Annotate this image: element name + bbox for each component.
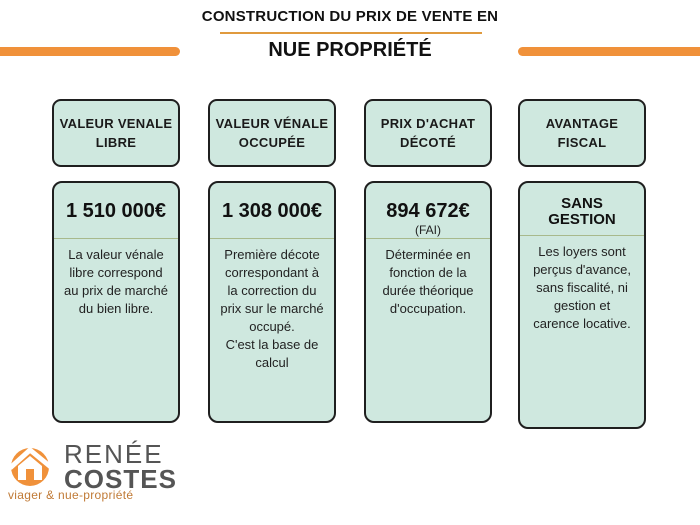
- heading-line: PRIX D'ACHAT: [380, 116, 476, 131]
- desc-line: la correction du: [227, 283, 317, 298]
- title-line: GESTION: [548, 211, 616, 228]
- brand-logo: [6, 440, 206, 508]
- card-divider: [54, 238, 178, 239]
- logo-tagline: viager & nue-propriété: [8, 488, 134, 502]
- card-divider: [210, 238, 334, 239]
- page-title-line1: CONSTRUCTION DU PRIX DE VENTE EN: [201, 8, 499, 25]
- desc-line: La valeur vénale: [68, 247, 164, 262]
- desc-line: Les loyers sont: [538, 244, 626, 259]
- heading-line: FISCAL: [557, 135, 607, 150]
- desc-line: du bien libre.: [78, 301, 154, 316]
- card-description: [366, 246, 490, 318]
- title-underline: [220, 32, 482, 34]
- page-title-line2: NUE PROPRIÉTÉ: [268, 39, 432, 61]
- desc-line: carence locative.: [533, 316, 631, 331]
- heading-valeur-venale-libre: [52, 99, 180, 167]
- card-valeur-venale-occupee: [208, 181, 336, 423]
- heading-valeur-venale-occupee: [208, 99, 336, 167]
- orange-bar-right: [518, 47, 700, 56]
- desc-line: d'occupation.: [389, 301, 467, 316]
- heading-line: OCCUPÉE: [238, 135, 306, 150]
- desc-line: correspondant à: [225, 265, 319, 280]
- card-divider: [366, 238, 490, 239]
- card-description: [210, 246, 334, 372]
- desc-line: Première décote: [224, 247, 320, 262]
- amount-value: 1 510 000€: [65, 200, 167, 222]
- heading-line: VALEUR VENALE: [59, 116, 173, 131]
- desc-line: sans fiscalité, ni: [536, 280, 628, 295]
- desc-line: C'est la base de: [225, 337, 319, 352]
- desc-line: libre correspond: [69, 265, 163, 280]
- desc-line: prix sur le marché: [220, 301, 324, 316]
- desc-line: calcul: [255, 355, 289, 370]
- desc-line: durée théorique: [382, 283, 474, 298]
- card-avantage-fiscal: [518, 181, 646, 429]
- desc-line: occupé.: [249, 319, 295, 334]
- card-description: [520, 243, 644, 333]
- card-valeur-venale-libre: [52, 181, 180, 423]
- title-line: SANS: [561, 195, 603, 212]
- card-description: [54, 246, 178, 318]
- heading-line: DÉCOTÉ: [400, 135, 456, 150]
- logo-text-line2: COSTES: [64, 464, 177, 494]
- desc-line: fonction de la: [389, 265, 467, 280]
- card-prix-achat-decote: [364, 181, 492, 423]
- amount-value: 894 672€: [386, 200, 470, 222]
- desc-line: gestion et: [553, 298, 611, 313]
- amount-value: 1 308 000€: [221, 200, 323, 222]
- desc-line: Déterminée en: [385, 247, 471, 262]
- card-title: [520, 196, 644, 228]
- amount-note: (FAI): [415, 223, 441, 237]
- card-divider: [520, 235, 644, 236]
- logo-text-line1: RENÉE: [64, 439, 164, 469]
- heading-line: LIBRE: [95, 135, 137, 150]
- desc-line: perçus d'avance,: [533, 262, 631, 277]
- heading-avantage-fiscal: [518, 99, 646, 167]
- heading-line: AVANTAGE: [545, 116, 619, 131]
- desc-line: au prix de marché: [63, 283, 169, 298]
- house-icon: [6, 442, 58, 488]
- heading-prix-achat-decote: [364, 99, 492, 167]
- orange-bar-left: [0, 47, 180, 56]
- heading-line: VALEUR VÉNALE: [215, 116, 329, 131]
